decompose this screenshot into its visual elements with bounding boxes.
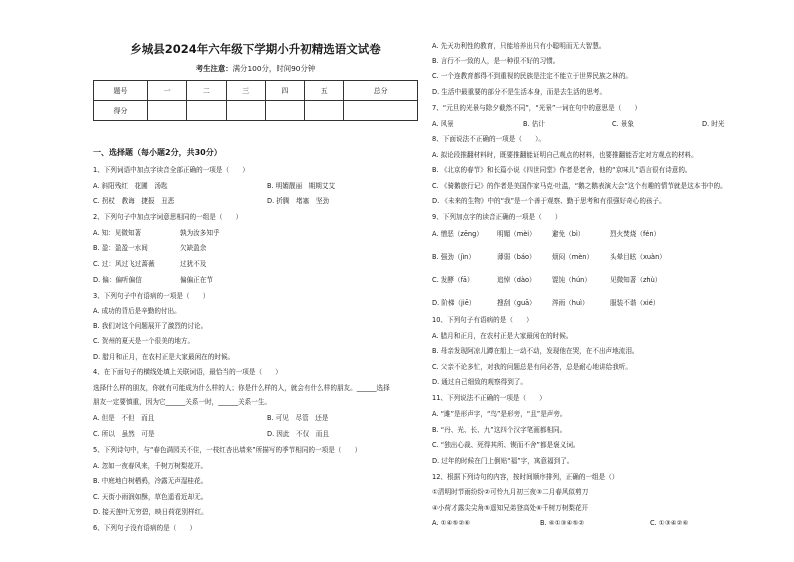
col-5: 五 — [305, 81, 344, 101]
q3-stem: 3、下列句子中有语病的一项是（ ） — [93, 292, 210, 300]
q8-option-b: B. 《北京的春节》和长篇小说《四世同堂》作者是老舍，他的“京味儿”语言很有诗意的。 — [432, 166, 692, 174]
q7-option-c: C. 景象 — [612, 120, 634, 128]
q9-c-word-1: C. 发酵（fā） — [432, 276, 474, 284]
q1-option-d: D. 折腾 堵塞 坚劲 — [267, 197, 330, 205]
q8-option-d: D. 《未来的生物》中的“我”是一个善于观察、勤于思考和有很强好奇心的孩子。 — [432, 197, 666, 205]
col-total: 总分 — [344, 81, 418, 101]
q2-option-b-example: 欠缺盈余 — [180, 244, 207, 252]
score-table-score-row — [94, 101, 418, 121]
score-table — [93, 80, 418, 121]
q10-option-d: D. 通过自己细致的观察得到了。 — [432, 378, 527, 386]
q1-stem: 1、下列词语中加点字读音全部正确的一项是（ ） — [93, 166, 249, 174]
q2-stem: 2、下列句子中加点字词意思相同的一组是（ ） — [93, 213, 243, 221]
q8-stem: 8、下面说法不正确的一项是（ ）。 — [432, 135, 545, 143]
col-2: 二 — [187, 81, 226, 101]
q11-stem: 11、下列说法不正确的一项是（ ） — [432, 394, 546, 402]
exam-notice — [93, 64, 418, 74]
q11-option-b: B. “丹、光、长、九”这四个汉字笔画都相同。 — [432, 426, 567, 434]
q2-option-d-example: 偏偏正在节 — [180, 276, 213, 284]
score-cell-2 — [187, 101, 226, 121]
q4-option-c: C. 所以 虽然 可是 — [93, 430, 155, 438]
q6-option-c: C. 一个连教育都得不到重视的民族是注定不能立于世界民族之林的。 — [432, 72, 633, 80]
q5-stem: 5、下列诗句中，与“春色满园关不住，一枝红杏出墙来”所描写的季节相同的一项是（ ） — [93, 446, 362, 454]
col-3: 三 — [226, 81, 265, 101]
q6-option-a: A. 先天功利性的教育，只能培养出只有小聪明而无大智慧。 — [432, 42, 606, 50]
q10-option-a: A. 腊月和正月，在农村正是大家最闲在的时候。 — [432, 332, 573, 340]
q4-option-b: B. 可见 尽管 还是 — [267, 414, 329, 422]
score-cell-3 — [226, 101, 265, 121]
q1-option-b: B. 明媚靓丽 期期艾艾 — [267, 182, 336, 190]
q8-option-c: C. 《骑鹅旅行记》的作者是美国作家马克·吐温，“鹅之鹅表演大会”这个有趣的情节就是这本书中的。 — [432, 182, 727, 190]
q12-option-c: C. ①③④②⑥ — [650, 519, 689, 527]
q12-poem-line-2: ④小荷才露尖尖角⑤遥知兄弟登高处⑥千树万树梨花开 — [432, 504, 589, 512]
q4-passage-line-2: 朋友一定要慎重，因为它______关系一时，______关系一生。 — [93, 398, 272, 406]
q9-a-word-2: 明媚（mèi） — [497, 230, 536, 238]
q2-option-a: A. 知：见微知著 — [93, 229, 142, 237]
q9-b-word-2: 薄弱（báo） — [497, 253, 536, 261]
q12-option-b: B. ⑥①③④⑤② — [540, 519, 585, 527]
q10-option-c: C. 父亲不论多忙，对我的问题总是有问必答，总是耐心地讲给我听。 — [432, 363, 633, 371]
q5-option-a: A. 忽如一夜春风来，千树万树梨花开。 — [93, 462, 208, 470]
q11-option-c: C. “独出心裁、死得其所、锲而不舍”都是褒义词。 — [432, 441, 580, 449]
q3-option-c: C. 贺州的夏天是一个很美的地方。 — [93, 337, 195, 345]
q2-option-d: D. 偏：偏听偏信 — [93, 276, 142, 284]
q7-option-a: A. 风景 — [432, 120, 454, 128]
q9-option-c — [432, 276, 661, 285]
q9-b-word-4: 头晕目眩（xuàn） — [610, 253, 666, 261]
q10-option-b: B. 母亲发现阿凉儿蹲在船上一动不动，发现他在哭，在不出声地流泪。 — [432, 347, 639, 355]
q10-stem: 10、下列句子有语病的是（ ） — [432, 316, 533, 324]
q1-option-a: A. 斜阳残红 花圃 汤匙 — [93, 182, 168, 190]
score-cell-1 — [148, 101, 187, 121]
q3-option-b: B. 我们对这个问题展开了激烈的讨论。 — [93, 322, 208, 330]
q9-b-word-1: B. 强劲（jìn） — [432, 253, 475, 261]
q9-a-word-3: 避免（bì） — [552, 230, 585, 238]
section-heading-choice: 一、选择题（每小题2分，共30分） — [93, 148, 222, 157]
notice-text: 满分100分，时间90分钟 — [232, 64, 316, 73]
notice-label: 考生注意： — [195, 64, 233, 73]
score-cell-5 — [305, 101, 344, 121]
q9-b-word-3: 烦闷（mèn） — [552, 253, 594, 261]
q9-c-word-4: 见微知著（zhù） — [610, 276, 662, 284]
score-table-header-row — [94, 81, 418, 101]
paper-title: 乡城县2024年六年级下学期小升初精选语文试卷 — [130, 42, 381, 56]
q7-option-d: D. 时光 — [702, 120, 725, 128]
q2-option-c-example: 过犹不及 — [180, 260, 207, 268]
q9-a-word-1: A. 憎恶（zēng） — [432, 230, 483, 238]
q12-poem-line-1: ①清明时节雨纷纷②可怜九月初三夜③二月春风似剪刀 — [432, 488, 589, 496]
q4-option-d: D. 因此 不仅 而且 — [267, 430, 330, 438]
q6-option-d: D. 生活中最重要的部分不是生活本身，而是去生活的思考。 — [432, 88, 607, 96]
q9-d-word-3: 涔雨（huì） — [552, 299, 589, 307]
q9-option-b — [432, 253, 666, 262]
q9-c-word-3: 馄饨（hún） — [552, 276, 591, 284]
q5-option-b: B. 中庭地白树栖鸦，冷露无声湿桂花。 — [93, 477, 208, 485]
q8-option-a: A. 拟论段推翻材料时，既要推翻能证明自己观点的材料，也要推翻能否定对方观点的材料。 — [432, 151, 698, 159]
q1-option-c: C. 拐杖 教诲 捷报 丑恶 — [93, 197, 175, 205]
row-label-score: 得分 — [94, 101, 148, 121]
q7-option-b: B. 估计 — [523, 120, 545, 128]
q12-option-a: A. ①④⑤②⑥ — [432, 519, 471, 527]
q5-option-d: D. 接天莲叶无穷碧，映日荷花别样红。 — [93, 508, 208, 516]
q4-stem: 4、在下面句子的横线处填上关联词语，最恰当的一项是（ ） — [93, 368, 282, 376]
q9-option-d — [432, 299, 659, 308]
score-cell-total — [344, 101, 418, 121]
col-4: 四 — [265, 81, 304, 101]
q3-option-a: A. 成功的背后是辛勤的付出。 — [93, 307, 181, 315]
q3-option-d: D. 腊月和正月，在农村正是大家最闲在的时候。 — [93, 353, 235, 361]
q9-d-word-1: D. 阶梯（jiē） — [432, 299, 476, 307]
q2-option-c: C. 过：风过飞过蔷薇 — [93, 260, 155, 268]
q9-c-word-2: 追悼（dào） — [497, 276, 536, 284]
q2-option-a-example: 孰为汝多知乎 — [180, 229, 220, 237]
q9-d-word-4: 服装不谐（xié） — [610, 299, 660, 307]
q4-passage-line-1: 选择什么样的朋友，你就有可能成为什么样的人；你是什么样的人，就会有什么样的朋友。______选择 — [93, 384, 390, 392]
q9-a-word-4: 烈火焚烧（fén） — [610, 230, 661, 238]
q12-stem: 12、根据下列诗句的内容，按时间顺序排列，正确的一组是（） — [432, 473, 619, 481]
q6-option-b: B. 言行不一致的人，是一种很不好的习惯。 — [432, 57, 560, 65]
col-1: 一 — [148, 81, 187, 101]
q6-stem: 6、下列句子没有语病的是（ ） — [93, 524, 197, 532]
q4-option-a: A. 但是 不但 而且 — [93, 414, 155, 422]
q11-option-d: D. 过年的时候在门上倒贴“福”字，寓意福到了。 — [432, 457, 574, 465]
q2-option-b: B. 盈：盈盈一水间 — [93, 244, 148, 252]
q11-option-a: A. “雎”是形声字，“鸟”是形旁，“且”是声旁。 — [432, 410, 567, 418]
score-cell-4 — [265, 101, 304, 121]
q9-option-a — [432, 230, 660, 239]
q9-d-word-2: 搜刮（guā） — [497, 299, 536, 307]
row-label-question-number: 题号 — [94, 81, 148, 101]
q5-option-c: C. 天街小雨润如酥，草色遥看近却无。 — [93, 493, 208, 501]
q7-stem: 7、“元旦的光景与除夕截然不同”，“光景”一词在句中的意思是（ ） — [432, 104, 642, 112]
q9-stem: 9、下列加点字的读音正确的一项是（ ） — [432, 213, 562, 221]
